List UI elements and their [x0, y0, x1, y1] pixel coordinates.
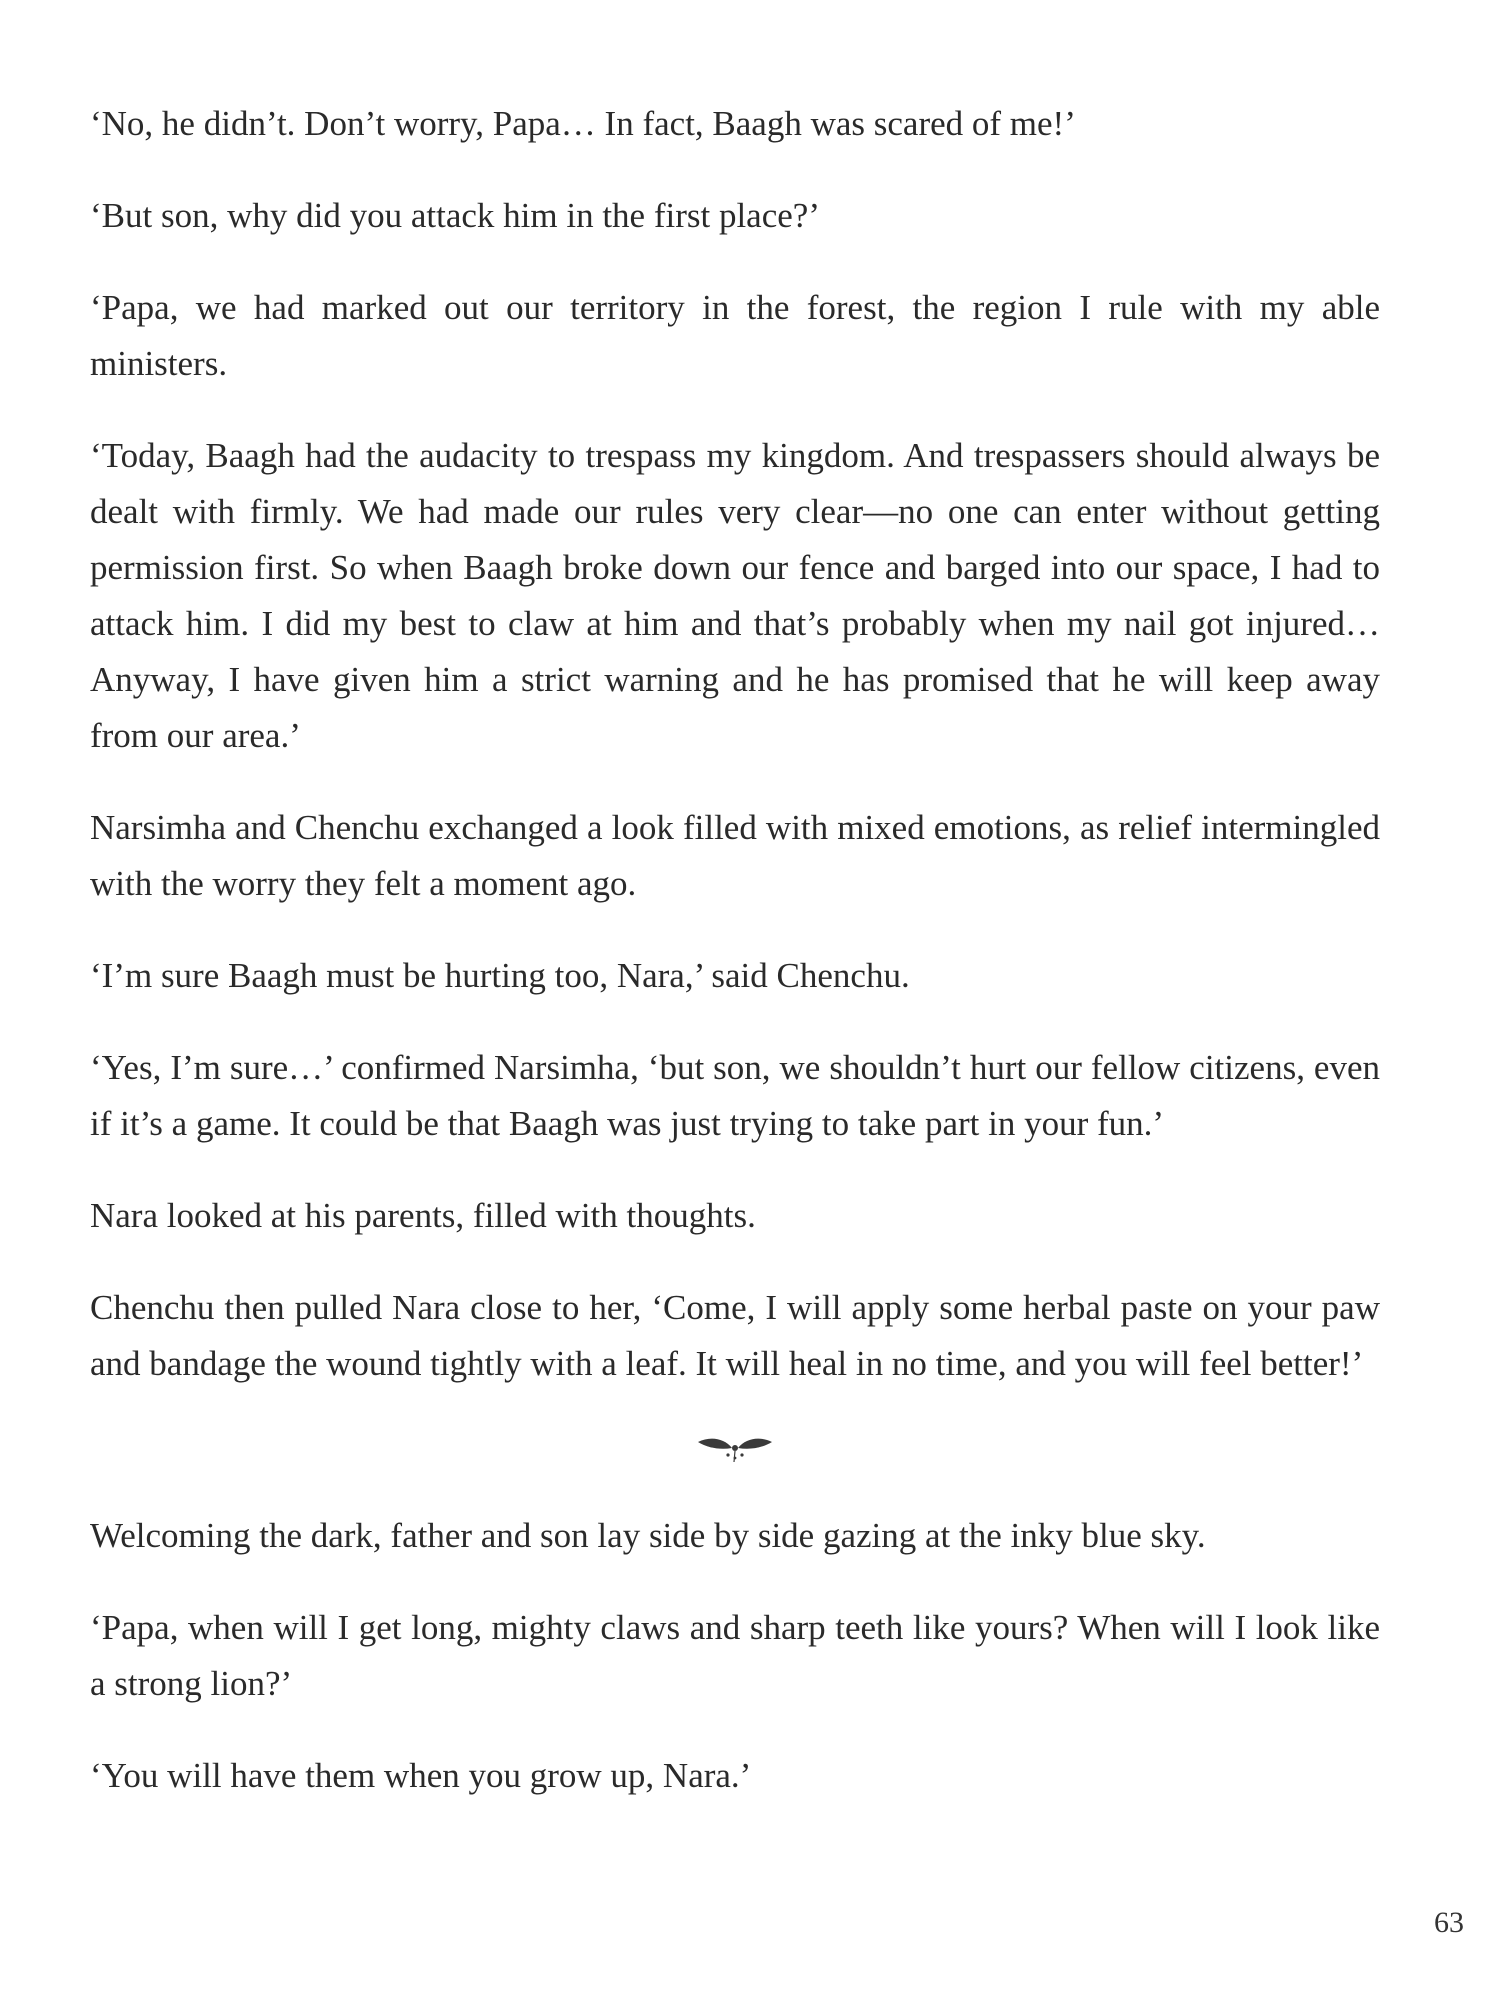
paragraph: ‘No, he didn’t. Don’t worry, Papa… In fact, Baagh was scared of me!’ — [90, 104, 1076, 143]
paragraph: ‘Papa, when will I get long, mighty claws and sharp teeth like yours? When will I look like a strong lion?’ — [90, 1608, 1380, 1703]
paragraph: ‘Papa, we had marked out our territory in the forest, the region I rule with my able ministers. — [90, 288, 1380, 383]
body-text — [90, 96, 1380, 1840]
section-divider — [90, 1428, 1380, 1468]
paragraph: ‘You will have them when you grow up, Nara.’ — [90, 1756, 752, 1795]
paragraph: Chenchu then pulled Nara close to her, ‘Come, I will apply some herbal paste on your paw and bandage the wound tightly with a leaf. It will heal in no time, and you will feel better!’ — [90, 1288, 1380, 1383]
page-number: 63 — [1434, 1906, 1464, 1939]
paragraph: Nara looked at his parents, filled with thoughts. — [90, 1196, 756, 1235]
paragraph: Narsimha and Chenchu exchanged a look filled with mixed emotions, as relief intermingled with the worry they felt a moment ago. — [90, 808, 1380, 903]
paragraph: ‘But son, why did you attack him in the first place?’ — [90, 196, 820, 235]
paragraph: ‘Today, Baagh had the audacity to trespass my kingdom. And trespassers should always be dealt with firmly. We had made our rules very clear—no one can enter without getting permission first. So when Baagh broke down our fence and barged into our space, I had to attack him. I did my best to claw at him and that’s probably when my nail got injured… Anyway, I have given him a strict warning and he has promised that he will keep away from our area.’ — [90, 436, 1380, 755]
paragraph: ‘I’m sure Baagh must be hurting too, Nara,’ said Chenchu. — [90, 956, 910, 995]
paragraph: Welcoming the dark, father and son lay side by side gazing at the inky blue sky. — [90, 1516, 1206, 1555]
paragraph: ‘Yes, I’m sure…’ confirmed Narsimha, ‘but son, we shouldn’t hurt our fellow citizens, even if it’s a game. It could be that Baagh was just trying to take part in your fun.’ — [90, 1048, 1380, 1143]
leaf-divider-icon — [690, 1428, 780, 1468]
